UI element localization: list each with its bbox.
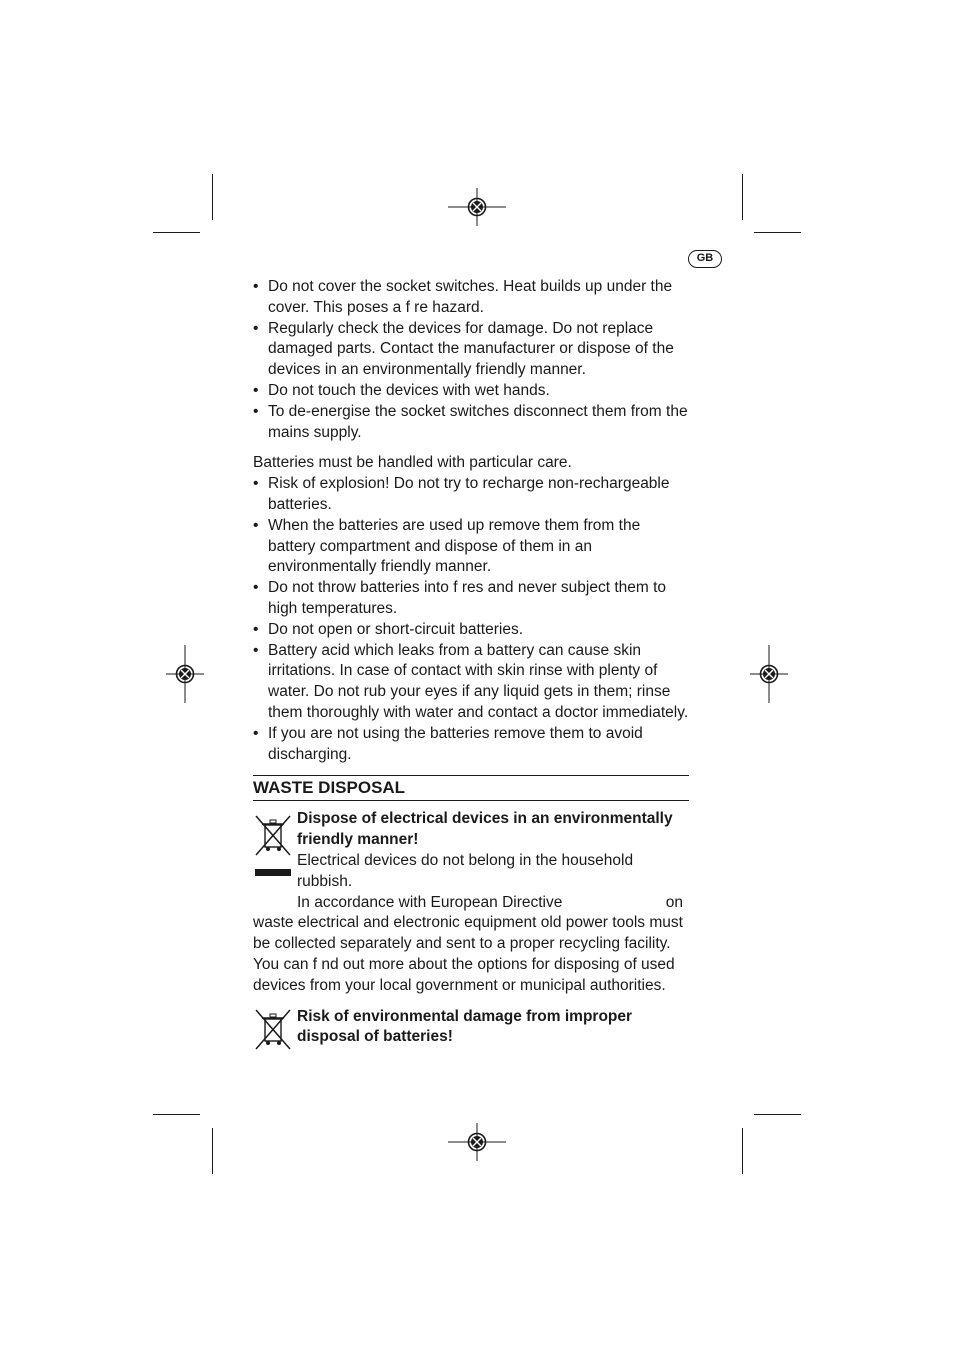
devices-line: In accordance with European Directive on: [297, 893, 683, 911]
list-item: • Regularly check the devices for damage. Do not replace damaged parts. Contact the manufacturer or dispose of the devices in an environmentally friendly manner.: [253, 319, 689, 381]
solid-bar: [255, 869, 291, 876]
devices-disposal-notice: [253, 809, 689, 996]
list-item: • If you are not using the batteries remove them to avoid discharging.: [253, 724, 689, 766]
registration-mark-icon: [156, 645, 214, 703]
crop-mark: [153, 232, 200, 233]
batteries-heading: Risk of environmental damage from improper disposal of batteries!: [297, 1007, 633, 1046]
language-badge: GB: [688, 250, 722, 268]
list-item: • Risk of explosion! Do not try to recharge non-rechargeable batteries.: [253, 474, 689, 516]
devices-line: Electrical devices do not belong in the household rubbish.: [297, 851, 634, 890]
crop-mark: [742, 1128, 743, 1174]
crop-mark: [153, 1114, 200, 1115]
registration-mark-icon: [740, 645, 798, 703]
list-item: • Do not cover the socket switches. Heat builds up under the cover. This poses a f re hazard.: [253, 277, 689, 319]
devices-paragraph: waste electrical and electronic equipment old power tools must be collected separately and sent to a proper recycling facility. You can f nd out more about the options for disposing of used devices from your local government or municipal authorities.: [253, 914, 683, 994]
list-item: • Battery acid which leaks from a battery can cause skin irritations. In case of contact with skin rinse with plenty of water. Do not rub your eyes if any liquid gets in them; rinse them thoroughly with water and contact a doctor immediately.: [253, 641, 689, 724]
crop-mark: [212, 174, 213, 220]
batteries-disposal-notice: [253, 1007, 689, 1049]
devices-body: [253, 851, 689, 997]
section-title: WASTE DISPOSAL: [253, 775, 689, 801]
list-item: • Do not open or short-circuit batteries.: [253, 620, 689, 641]
devices-heading: Dispose of electrical devices in an environmentally friendly manner!: [297, 810, 673, 849]
registration-mark-icon: [448, 1113, 506, 1171]
crossed-out-bin-icon: [253, 813, 293, 861]
crop-mark: [212, 1128, 213, 1174]
battery-list: [253, 474, 689, 765]
batteries-intro: Batteries must be handled with particular care.: [253, 454, 572, 472]
list-item: • When the batteries are used up remove them from the battery compartment and dispose of them in an environmentally friendly manner.: [253, 516, 689, 578]
list-item: • Do not touch the devices with wet hands.: [253, 381, 689, 402]
page-content: [253, 277, 689, 1048]
list-item: • Do not throw batteries into f res and never subject them to high temperatures.: [253, 578, 689, 620]
crop-mark: [754, 232, 801, 233]
crop-mark: [754, 1114, 801, 1115]
registration-mark-icon: [448, 178, 506, 236]
safety-list: [253, 277, 689, 443]
list-item: • To de-energise the socket switches disconnect them from the mains supply.: [253, 402, 689, 444]
crossed-out-bin-icon: [253, 1007, 293, 1055]
crop-mark: [742, 174, 743, 220]
